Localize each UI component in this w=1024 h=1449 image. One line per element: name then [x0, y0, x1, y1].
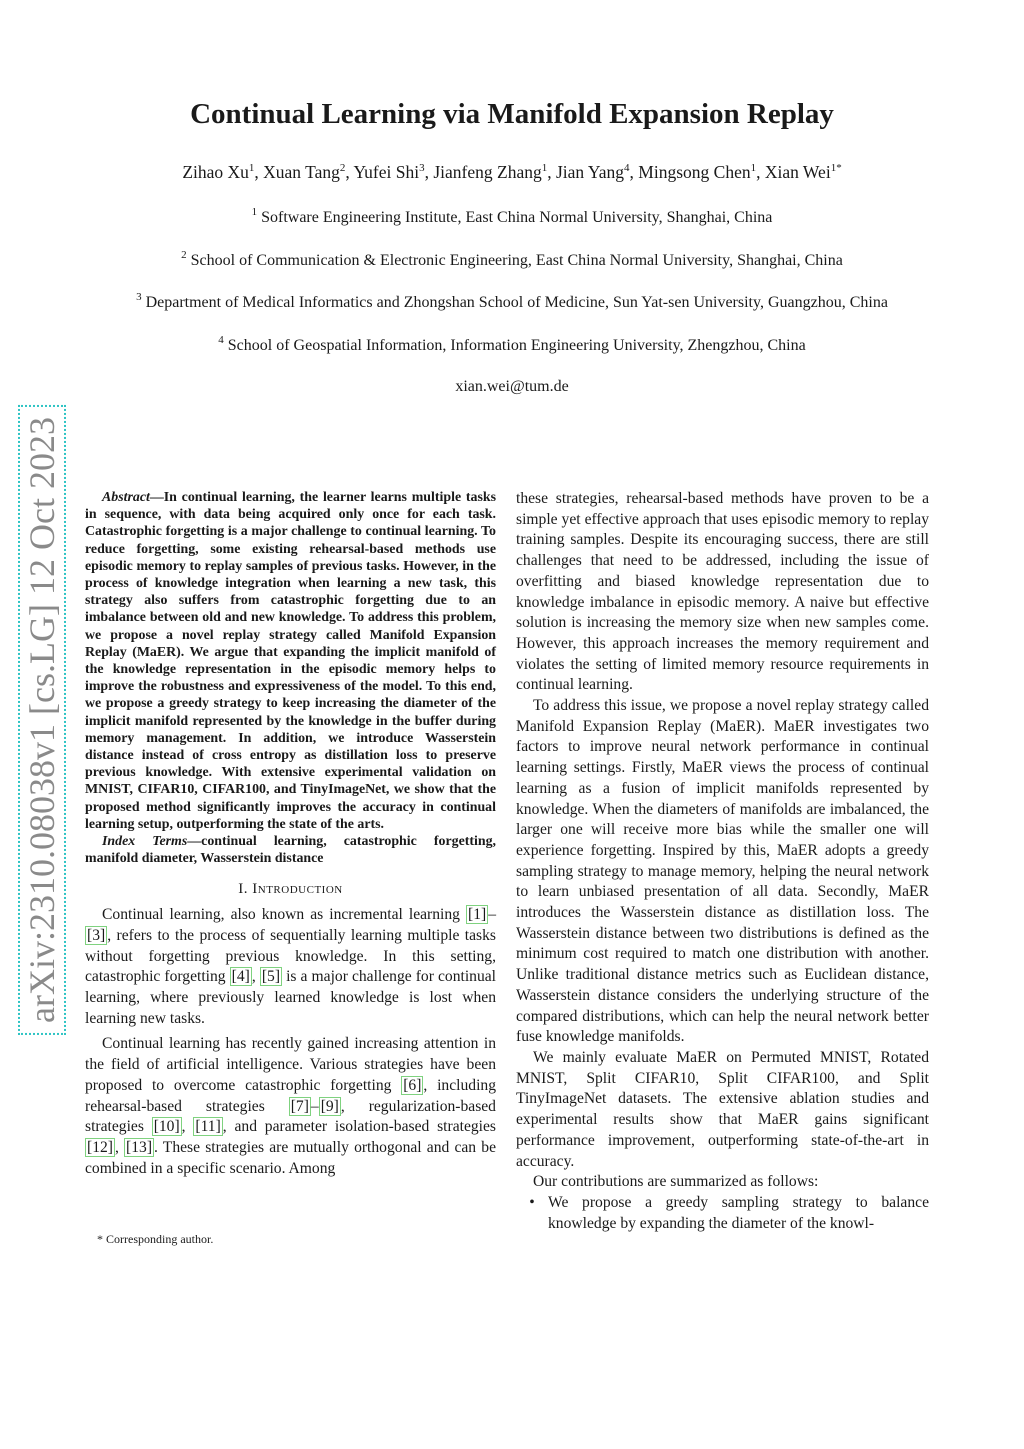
right-column [516, 489, 929, 1234]
intro-paragraph-2: Continual learning has recently gained increasing attention in the field of artificial intelligence. Various strategies have been proposed to overcome catastrophic forgetting [6] , including rehearsal-based strategies [7] – [9] , regularization-based strategies [10] , [11] , and parameter isolation-based strategies [12] , [13] . These strategies are mutually orthogonal and can be combined in a specific scenario. Among [85, 1035, 497, 1177]
paragraph-evaluation: We mainly evaluate MaER on Permuted MNIST, Rotated MNIST, Split CIFAR10, Split CIFAR100, and Split TinyImageNet datasets. The extensive ablation studies and experimental results show that MaER gains significant performance improvement, outperforming state-of-the-art in accuracy. [516, 1048, 929, 1170]
bullet-icon: • [529, 1193, 535, 1211]
citation-link[interactable]: [12] [87, 1138, 113, 1156]
citation-link[interactable]: [13] [126, 1138, 153, 1156]
affiliation-3: $^3$ Department of Medical Informatics and Zhongshan School of Medicine, Sun Yat-sen University, Guangzhou, China [136, 291, 888, 311]
paragraph-proposal: To address this issue, we propose a novel replay strategy called Manifold Expansion Replay (MaER). MaER investigates two factors to improve neural network performance in continual learning settings. Firstly, MaER views the process of continual learning as a fusion of implicit manifolds represented by knowledge. When the diameters of manifolds are imbalanced, the larger one will receive more bias while the smaller one will experience forgetting. Inspired by this, MaER adopts a greedy sampling strategy to manage memory, helping the neural network to learn unbiased presentation of all data. Secondly, MaER introduces the Wasserstein distance as distillation loss. The Wasserstein distance between two distributions is defined as the minimum cost required to match one distribution with another. Unlike traditional distance metrics such as Euclidean distance, Wasserstein distance considers the underlying structure of the compared distributions, which can help the neural network better fuse knowledge manifolds. [516, 697, 929, 1046]
citation-link[interactable]: [11] [195, 1118, 221, 1136]
contact-email[interactable]: xian.wei@tum.de [455, 378, 569, 395]
contribution-item [516, 1193, 929, 1234]
citation-link[interactable]: [7] [290, 1097, 309, 1115]
affiliation-4: $^4$ School of Geospatial Information, Information Engineering University, Zhengzhou, China [218, 334, 806, 354]
citation-link[interactable]: [3] [87, 926, 106, 944]
abstract: Abstract—In continual learning, the learner learns multiple tasks in sequence, with data being acquired only once for each task. Catastrophic forgetting is a major challenge to continual learning. To reduce forgetting, some existing rehearsal-based methods use episodic memory to replay samples of previous tasks. However, in the process of knowledge integration when learning a new task, this strategy also suffers from catastrophic forgetting due to an imbalance between old and new knowledge. To address this problem, we propose a novel replay strategy called Manifold Expansion Replay (MaER). We argue that expanding the implicit manifold of the knowledge representation in the episodic memory helps to improve the robustness and expressiveness of the model. To this end, we propose a greedy strategy to keep increasing the diameter of the implicit manifold represented by the knowledge in the buffer during memory management. In addition, we introduce Wasserstein distance instead of cross entropy as distillation loss to preserve previous knowledge. With extensive experimental validation on MNIST, CIFAR10, CIFAR100, and TinyImageNet, we show that the proposed method significantly improves the accuracy in continual learning setup, outperforming the state of the arts. [85, 490, 496, 832]
citation-link[interactable]: [4] [231, 968, 250, 986]
footnote: * Corresponding author. [97, 1232, 214, 1246]
left-column [85, 489, 496, 1179]
paragraph-contributions: Our contributions are summarized as follows: [533, 1173, 819, 1191]
citation-link[interactable]: [10] [153, 1118, 180, 1136]
intro-paragraph-1: Continual learning, also known as incremental learning [1] –[3] , refers to the process of sequentially learning multiple tasks without forgetting previous knowledge. In this setting, catastrophic forgetting [4] , [5] is a major challenge for continual learning, where previously learned knowledge is lost when learning new tasks. [85, 906, 497, 1027]
paragraph-continuation: these strategies, rehearsal-based methods have proven to be a simple yet effective approach that uses episodic memory to replay training samples. Despite its encouraging success, there are still challenges that need to be addressed, including the issue of overfitting and biased knowledge representation due to knowledge imbalance in episodic memory. A naive but effective solution is increasing the memory size when new samples come. However, this approach increases the memory requirement and violates the setting of limited memory resource requirements in continual learning. [516, 490, 929, 694]
section-heading: I. Introduction [238, 881, 343, 898]
paper-title: Continual Learning via Manifold Expansion Replay [190, 98, 834, 130]
citation-link[interactable]: [1] [468, 906, 487, 924]
affiliation-2: $^2$ School of Communication & Electronic Engineering, East China Normal University, Shanghai, China [181, 249, 843, 269]
contribution-text: We propose a greedy sampling strategy to balance knowledge by expanding the diameter of the knowl- [548, 1193, 929, 1232]
arxiv-stamp: arXiv:2310.08038v1 [cs.LG] 12 Oct 2023 [18, 405, 66, 1035]
citation-link[interactable]: [5] [261, 968, 281, 986]
author-list: Zihao Xu$^1$, Xuan Tang$^2$, Yufei Shi$^3$, Jianfeng Zhang$^1$, Jian Yang$^4$, Mingsong Chen$^1$, Xian Wei$^{1*}$ [182, 162, 842, 182]
citation-link[interactable]: [6] [403, 1076, 422, 1094]
affiliation-1: $^1$ Software Engineering Institute, East China Normal University, Shanghai, China [251, 206, 773, 226]
citation-link[interactable]: [9] [320, 1097, 339, 1115]
index-terms: Index Terms—continual learning, catastrophic forgetting, manifold diameter, Wasserstein distance [85, 834, 496, 867]
